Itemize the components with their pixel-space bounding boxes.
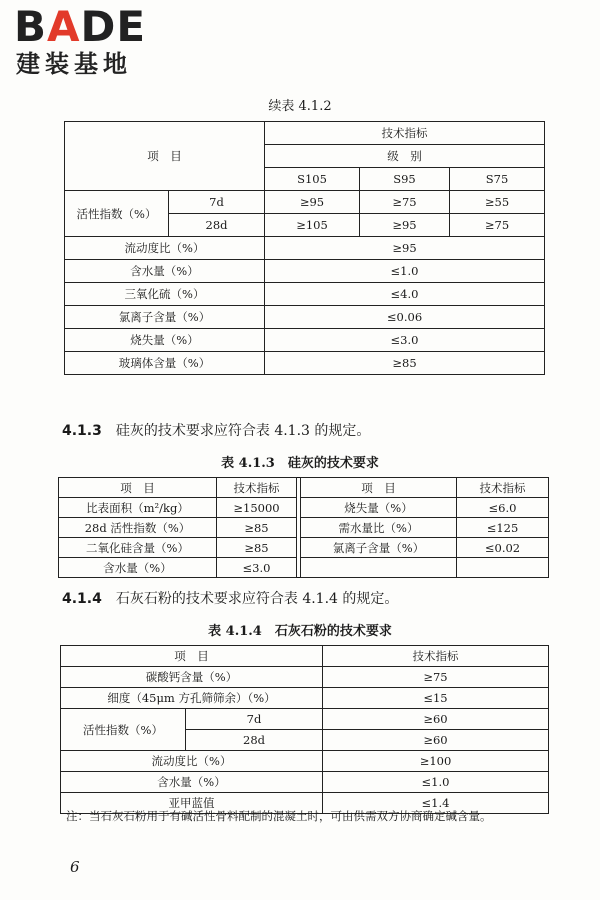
clause-text: 硅灰的技术要求应符合表 4.1.3 的规定。 <box>115 423 371 439</box>
clause-text: 石灰石粉的技术要求应符合表 4.1.4 的规定。 <box>115 591 399 607</box>
clause-number: 4.1.4 <box>62 591 102 607</box>
table-412-caption: 续表 4.1.2 <box>268 99 332 114</box>
row-value: ≥85 <box>217 518 297 538</box>
row-label: 含水量（%） <box>59 558 217 578</box>
row-value: ≥85 <box>265 352 545 375</box>
tech-header: 技术指标 <box>265 122 545 145</box>
row-label: 烧失量（%） <box>65 329 265 352</box>
row-value: ≤4.0 <box>265 283 545 306</box>
col-header: 项 目 <box>59 478 217 498</box>
row-value: ≥85 <box>217 538 297 558</box>
row-value: ≤15 <box>323 688 549 709</box>
col-header: 技术指标 <box>323 646 549 667</box>
table-413-caption: 表 4.1.3 硅灰的技术要求 <box>221 456 379 471</box>
row-value: ≤1.4 <box>323 793 549 814</box>
logo-wordmark <box>14 4 146 50</box>
page-number: 6 <box>70 858 80 876</box>
age-cell: 28d <box>186 730 323 751</box>
row-value: ≤3.0 <box>217 558 297 578</box>
logo-accent-letter: A <box>47 2 81 51</box>
logo-brand: BADE <box>14 2 147 51</box>
row-value: ≥95 <box>265 237 545 260</box>
value-cell: ≥55 <box>450 191 545 214</box>
row-label: 二氧化硅含量（%） <box>59 538 217 558</box>
row-label: 氯离子含量（%） <box>301 538 457 558</box>
value-cell: ≥75 <box>360 191 450 214</box>
row-label: 需水量比（%） <box>301 518 457 538</box>
col-header: 技术指标 <box>217 478 297 498</box>
row-label: 亚甲蓝值 <box>61 793 323 814</box>
row-value: ≤0.06 <box>265 306 545 329</box>
col-header: 项 目 <box>301 478 457 498</box>
age-cell: 7d <box>169 191 265 214</box>
grade-cell: S95 <box>360 168 450 191</box>
row-value: ≤0.02 <box>457 538 549 558</box>
row-label: 含水量（%） <box>61 772 323 793</box>
brand-logo <box>14 4 146 78</box>
row-label: 28d 活性指数（%） <box>59 518 217 538</box>
grade-header: 级 别 <box>265 145 545 168</box>
activity-label: 活性指数（%） <box>65 191 169 237</box>
row-label: 氯离子含量（%） <box>65 306 265 329</box>
row-label: 玻璃体含量（%） <box>65 352 265 375</box>
row-value: ≥15000 <box>217 498 297 518</box>
row-value: ≤125 <box>457 518 549 538</box>
row-value <box>457 558 549 578</box>
table-413 <box>58 477 549 578</box>
value-cell: ≥95 <box>360 214 450 237</box>
row-value: ≤1.0 <box>323 772 549 793</box>
row-label: 三氧化硫（%） <box>65 283 265 306</box>
row-value: ≤1.0 <box>265 260 545 283</box>
activity-label: 活性指数（%） <box>61 709 186 751</box>
row-label <box>301 558 457 578</box>
row-label: 流动度比（%） <box>65 237 265 260</box>
row-value: ≤6.0 <box>457 498 549 518</box>
clause-413 <box>62 420 370 440</box>
value-cell: ≥95 <box>265 191 360 214</box>
row-value: ≥60 <box>323 730 549 751</box>
clause-number: 4.1.3 <box>62 423 102 439</box>
row-label: 比表面积（m²/kg） <box>59 498 217 518</box>
table-412 <box>64 121 545 375</box>
table-note: 注：当石灰石粉用于有碱活性骨料配制的混凝土时，可由供需双方协商确定碱含量。 <box>66 809 492 823</box>
value-cell: ≥75 <box>450 214 545 237</box>
col-header: 项 目 <box>61 646 323 667</box>
row-label: 流动度比（%） <box>61 751 323 772</box>
value-cell: ≥105 <box>265 214 360 237</box>
table-414 <box>60 645 549 814</box>
row-value: ≤3.0 <box>265 329 545 352</box>
logo-subtitle: 建装基地 <box>16 50 132 78</box>
grade-cell: S105 <box>265 168 360 191</box>
age-cell: 7d <box>186 709 323 730</box>
row-label: 含水量（%） <box>65 260 265 283</box>
item-header: 项 目 <box>65 122 265 191</box>
row-value: ≥60 <box>323 709 549 730</box>
age-cell: 28d <box>169 214 265 237</box>
row-label: 烧失量（%） <box>301 498 457 518</box>
clause-414 <box>62 588 398 608</box>
row-value: ≥75 <box>323 667 549 688</box>
row-value: ≥100 <box>323 751 549 772</box>
row-label: 细度（45μm 方孔筛筛余）（%） <box>61 688 323 709</box>
col-header: 技术指标 <box>457 478 549 498</box>
row-label: 碳酸钙含量（%） <box>61 667 323 688</box>
grade-cell: S75 <box>450 168 545 191</box>
table-414-caption: 表 4.1.4 石灰石粉的技术要求 <box>208 624 392 639</box>
